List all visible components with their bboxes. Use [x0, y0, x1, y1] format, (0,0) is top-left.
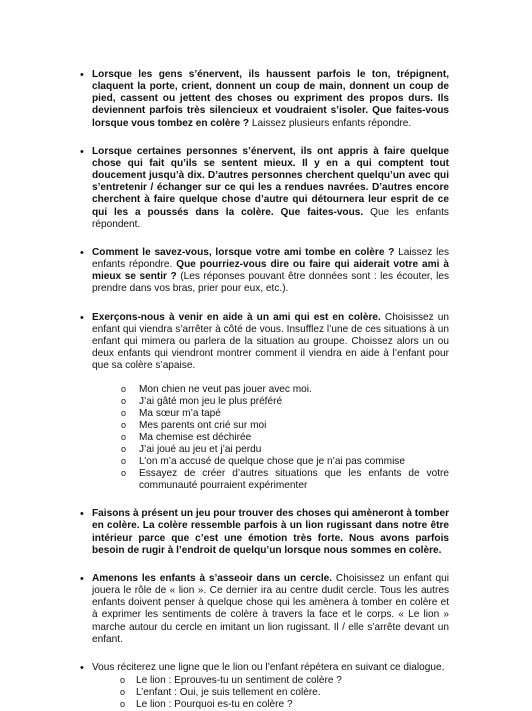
- bold-text: Exerçons-nous à venir en aide à un ami qui est en colère.: [92, 311, 381, 323]
- normal-text: Choisissez un enfant qui viendra s’arrêter à côté de vous. Insufflez l’une de ces situations à un enfant qui mimera ou parlera de la situation au groupe. Choissez alors un ou deux enfants qui viendront montrer comment il viendra en aide à l’enfant pour que sa colère s’apaise.: [92, 311, 450, 372]
- list-item: o Essayez de créer d’autres situations que les enfants de votre communauté pourraient expérimenter: [118, 468, 449, 492]
- bold-text: Que pourriez-vous dire ou faire qui aiderait votre ami à mieux se sentir ?: [92, 259, 449, 283]
- normal-text: Laissez les enfants répondre.: [92, 246, 449, 271]
- normal-text: (Les réponses pouvant être données sont : les écouter, les prendre dans vos bras, prier pour eux, etc.).: [92, 271, 449, 295]
- bold-text: Lorsque certaines personnes s’énervent, ils ont appris à faire quelque chose qui fait qu’ils se sentent mieux. Il y en a qui comptent tout doucement jusqu’à dix. D’autres personnes cherchent quelqu’un avec qui s’entretenir / échanger sur ce qui les a rendues navrées. D’autres encore cherchent à faire quelque chose d’autre qui détournera leur esprit de ce qui les a poussés dans la colère. Que faites-vous.: [92, 145, 449, 218]
- normal-text: Choisissez un enfant qui jouera le rôle de « lion ». Ce dernier ira au centre dudit cercle. Tous les autres enfants doivent penser à quelque chose qui les amènera à tomber en colère et à exprimer les sentiments de colère à travers la face et le corps. « Le lion » marche autour du cercle en imitant un lion rugissant. Il / elle s’arrête devant un enfant.: [92, 572, 450, 645]
- list-item: o Ma chemise est déchirée: [118, 432, 449, 444]
- list-item: o Le lion : Pourquoi es-tu en colère ?: [117, 699, 449, 711]
- bullet-paragraph-1: [92, 69, 449, 130]
- document-content: [92, 69, 449, 711]
- bold-text: Faisons à présent un jeu pour trouver des choses qui amèneront à tomber en colère. La colère ressemble parfois à un lion rugissant dans notre être intérieur parce que c’est une émotion très forte. Nous avons parfois besoin de rugir à l’endroit de quelqu’un lorsque nous sommes en colère.: [92, 508, 449, 556]
- normal-text: Vous réciterez une ligne que le lion ou l’enfant répétera en suivant ce dialogue.: [92, 661, 445, 673]
- list-item: o L’enfant : Oui, je suis tellement en colère.: [117, 687, 449, 699]
- bullet-paragraph-2: [92, 146, 449, 231]
- list-item: o Mon chien ne veut pas jouer avec moi.: [118, 384, 449, 396]
- dialogue-list: [117, 675, 449, 711]
- bullet-paragraph-3: [92, 247, 449, 296]
- bold-text: Comment le savez-vous, lorsque votre ami tombe en colère ?: [92, 246, 395, 258]
- bullet-paragraph-6: [92, 573, 449, 646]
- list-item: o J’ai joué au jeu et j’ai perdu: [118, 444, 449, 456]
- normal-text: Que les enfants répondent.: [92, 206, 449, 230]
- bullet-paragraph-4: [92, 312, 449, 373]
- bold-text: Amenons les enfants à s’asseoir dans un cercle.: [92, 572, 333, 584]
- list-item: o Le lion : Eprouves-tu un sentiment de colère ?: [117, 675, 449, 687]
- normal-text: Laissez plusieurs enfants répondre.: [249, 117, 412, 129]
- list-item: o Ma sœur m’a tapé: [118, 408, 449, 420]
- list-item: o J’ai gâté mon jeu le plus préféré: [118, 396, 449, 408]
- bullet-paragraph-7: [92, 662, 449, 674]
- list-item: o L’on m’a accusé de quelque chose que je n’ai pas commise: [118, 456, 449, 468]
- situations-list: [118, 384, 449, 492]
- bullet-paragraph-5: [92, 508, 449, 557]
- bold-text: Lorsque les gens s’énervent, ils haussent parfois le ton, trépignent, claquent la porte, crient, donnent un coup de main, donnent un coup de pied, cassent ou jettent des choses ou expriment des propos durs. Ils deviennent parfois très silencieux et voudraient s’isoler. Que faites-vous lorsque vous tombez en colère ?: [92, 69, 449, 129]
- list-item: o Mes parents ont crié sur moi: [118, 420, 449, 432]
